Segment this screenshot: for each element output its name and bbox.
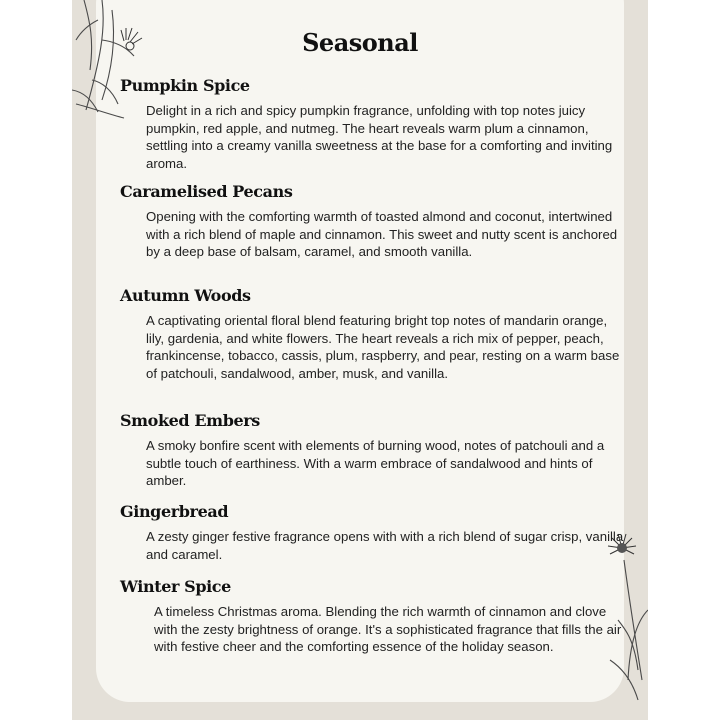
fragrance-name: Gingerbread bbox=[120, 502, 229, 521]
fragrance-description: A smoky bonfire scent with elements of burning wood, notes of patchouli and a subtle touch of earthiness. With a warm embrace of sandalwood and hints of amber. bbox=[146, 438, 605, 489]
fragrance-smoked-embers bbox=[120, 411, 640, 490]
page-title: Seasonal bbox=[302, 28, 418, 57]
fragrance-name: Caramelised Pecans bbox=[120, 182, 293, 201]
fragrance-description: A captivating oriental floral blend featuring bright top notes of mandarin orange, lily, gardenia, and white flowers. The heart reveals a rich mix of pepper, peach, frankincense, tobacco, cassis, plum, raspberry, and pear, resting on a warm base of patchouli, sandalwood, amber, musk, and vanilla. bbox=[146, 313, 620, 381]
fragrance-name: Autumn Woods bbox=[120, 286, 251, 305]
fragrance-description: A zesty ginger festive fragrance opens with with a rich blend of sugar crisp, vanilla and caramel. bbox=[146, 529, 624, 562]
fragrance-description: A timeless Christmas aroma. Blending the rich warmth of cinnamon and clove with the zesty brightness of orange. It's a sophisticated fragrance that fills the air with festive cheer and the comforting essence of the holiday season. bbox=[154, 604, 622, 655]
fragrance-name: Winter Spice bbox=[120, 577, 231, 596]
fragrance-autumn-woods bbox=[120, 286, 640, 382]
fragrance-caramelised-pecans bbox=[120, 182, 640, 261]
fragrance-gingerbread bbox=[120, 502, 640, 563]
fragrance-name: Smoked Embers bbox=[120, 411, 260, 430]
fragrance-description: Delight in a rich and spicy pumpkin fragrance, unfolding with top notes juicy pumpkin, red apple, and nutmeg. The heart reveals warm plum a cinnamon, settling into a creamy vanilla sweetness at the base for a comforting and inviting aroma. bbox=[146, 103, 613, 171]
fragrance-winter-spice bbox=[120, 577, 640, 656]
fragrance-name: Pumpkin Spice bbox=[120, 76, 250, 95]
fragrance-pumpkin-spice bbox=[120, 76, 640, 172]
fragrance-description: Opening with the comforting warmth of toasted almond and coconut, intertwined with a rich blend of maple and cinnamon. This sweet and nutty scent is anchored by a deep base of balsam, caramel, and smooth vanilla. bbox=[146, 209, 618, 260]
